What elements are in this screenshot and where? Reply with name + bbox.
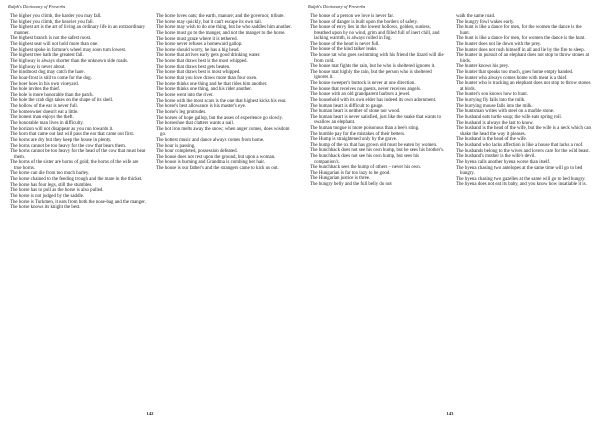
- proverb-entry: The highway is never about.: [10, 64, 66, 70]
- running-head: Ralph's Dictionary of Proverbs: [8, 4, 66, 9]
- proverb-entry: The highest tree hath the greatest fall.: [10, 53, 84, 59]
- proverb-entry: The highest branch is not the safest roost.: [10, 36, 92, 42]
- proverb-entry: The hunter who is tracking an elephant does not stop to throw stones at birds.: [456, 81, 591, 92]
- proverb-entry: The horse never refuses a homeward gallop.: [156, 42, 243, 48]
- proverb-entry: The house of danger is built upon the borders of safety.: [310, 19, 418, 25]
- proverb-entry: The horse has four legs, still the stumbles.: [10, 182, 93, 188]
- proverb-entry: The Hungarian justice is three.: [310, 176, 371, 182]
- right-page: [300, 0, 600, 424]
- proverb-entry: The humble pay for the mistakes of their betters.: [310, 131, 406, 137]
- proverb-entry: The hot iron melts away the snow; when anger comes, does wisdom go.: [156, 126, 290, 138]
- right-column-2: [456, 14, 592, 188]
- proverb-entry: The highest seat will not hold more than one.: [10, 42, 99, 48]
- proverb-entry: The horse that you love draws more than four oxen.: [156, 76, 258, 82]
- right-column-1: [310, 14, 446, 188]
- proverb-entry: The horse that draws best gets beaten.: [156, 64, 231, 70]
- proverb-entry: The husband who lacks affection is like a house that lacks a roof.: [456, 142, 584, 148]
- proverb-entry: The highest art is the art of living an ordinary life in an extraordinary manner.: [10, 25, 146, 36]
- proverb-entry: The horns cannot be too heavy for the cow that bears them.: [10, 143, 126, 149]
- proverb-entry: The hyena does not eat its baby, and you know how insatiable it is.: [456, 182, 587, 188]
- proverb-entry: The house of the kind talker leaks.: [310, 47, 378, 53]
- proverb-entry: The human heart is neither of stone nor wood.: [310, 109, 401, 115]
- proverb-entry: The hunt is like a dance for men, for women the dance is the hunt.: [456, 36, 586, 42]
- proverb-entry: The husbands belong to the wives and lovers care for the wild beast.: [456, 148, 590, 154]
- proverb-entry: The horse should worry, he has a big head.: [156, 47, 240, 53]
- proverb-entry: The house that receives no guests, never receives angels.: [310, 86, 422, 92]
- proverb-entry: The higher you climb, the heavier you fall.: [10, 19, 94, 25]
- proverb-entry: The hunter who always comes home with meat is a thief.: [456, 75, 568, 81]
- proverb-entry: The horns of the sister are horns of gold; the horns of the wife are true horns.: [10, 160, 139, 171]
- proverb-entry: The hunter that speaks too much, goes home empty handed.: [456, 70, 574, 76]
- proverb-entry: The horse must go to the manger, and not the manger to the horse.: [156, 30, 286, 36]
- proverb-entry: The Hump is straightened only by the grave.: [310, 137, 398, 143]
- running-head: Ralph's Dictionary of Proverbs: [308, 4, 366, 9]
- proverb-entry: The huntsman writes with steel on a marble stone.: [456, 109, 555, 115]
- proverb-entry: The human heart is difficult to gauge.: [310, 103, 384, 109]
- proverb-entry: The hunchback does not see his own hump, but he sees his brother's.: [310, 148, 445, 154]
- proverb-entry: The hole is more honorable than the patch.: [10, 92, 94, 98]
- proverb-entry: walk the same road.: [456, 14, 496, 19]
- proverb-entry: The horse thinks one thing, and his rider another.: [156, 87, 252, 93]
- proverb-entry: The horse that draws best is most whipped.: [156, 70, 241, 76]
- proverb-entry: The horse went into the river.: [156, 92, 214, 98]
- proverb-entry: The horse's best allowance is his master's eye.: [156, 104, 247, 110]
- proverb-entry: The house of a person we love is never far.: [310, 14, 394, 19]
- proverb-entry: The house does not rest upon the ground, but upon a woman.: [156, 154, 276, 160]
- proverb-entry: The house sweeper's buttock is never at one direction.: [310, 80, 416, 86]
- proverb-entry: The husband is the head of the wife, but the wife is a neck which can shake the head the way it pleases.: [456, 126, 591, 137]
- page-number: 142: [146, 411, 154, 416]
- right-page-columns: [310, 14, 592, 188]
- proverb-entry: The horns are dry but they keep the house in plenty.: [10, 137, 112, 143]
- proverb-entry: The higher you climb, the harder you may fall.: [10, 14, 102, 19]
- proverb-entry: The honest man enjoys the theft.: [10, 115, 74, 121]
- proverb-entry: The husband is always the last to know.: [456, 120, 534, 126]
- proverb-entry: The hour is passing.: [156, 143, 196, 149]
- proverb-entry: The hunter does not rush himself in all and lie by the fire to sleep.: [456, 47, 585, 53]
- proverb-entry: The human heart is never satisfied, just like the snake that wants to swallow an elephant.: [310, 114, 442, 126]
- proverb-entry: The highest spoke in fortune's wheel may soon turn lowest.: [10, 47, 127, 53]
- proverb-entry: The horse has to pull as the horse is also pulled.: [10, 188, 104, 194]
- proverb-entry: The horse chained to the feeding trough and the mare in the thicket.: [10, 177, 143, 183]
- proverb-entry: The house of the heart is never full.: [310, 41, 380, 47]
- proverb-entry: The hindmost dog may catch the hare.: [10, 70, 85, 76]
- proverb-entry: The horse's leg protrudes.: [156, 109, 207, 115]
- proverb-entry: The horse that draws best is the most whipped.: [156, 59, 248, 65]
- proverb-entry: The hunchback sees the hump of others – never his own.: [310, 165, 421, 171]
- proverb-entry: The house mat fights the rain, but he who is sheltered ignores it.: [310, 64, 436, 70]
- proverb-entry: The house of envy lies in the lowest hollows, golden, sunless, breathed upon by no wind, grim and filled full of inert chill, and lacking warmth, is always rolled in fog.: [310, 25, 440, 42]
- proverb-entry: The hour completed, possession defeated.: [156, 149, 238, 155]
- proverb-entry: The hunter's son knows how to hunt.: [456, 92, 528, 98]
- proverb-entry: The husband's mother is the wife's devil.: [456, 154, 536, 160]
- proverb-entry: The horse knows its knight the best.: [10, 205, 81, 211]
- proverb-entry: The hurrying fly falls into the milk.: [456, 98, 526, 104]
- proverb-entry: The horses of hope gallop, but the asses of experience go slowly.: [156, 115, 283, 121]
- proverb-entry: The hunter does not lie down with the prey.: [456, 42, 542, 48]
- proverb-entry: The husband eats turtle soup; the wife eats spring roll.: [456, 114, 562, 120]
- proverb-entry: The hunchback does not see his own hump, but sees his companion's.: [310, 154, 420, 165]
- proverb-entry: The hole the crab digs takes on the shape of its shell.: [10, 98, 114, 104]
- proverb-entry: The horse must graze where it is tethered.: [156, 36, 238, 42]
- proverb-entry: The hungry fowl wakes early.: [456, 19, 515, 25]
- proverb-entry: The horse may quickly, but it can't escape its own tail.: [156, 19, 262, 25]
- page-number: 143: [446, 411, 454, 416]
- proverb-entry: The hump of the ox that has grown old must be eaten by women.: [310, 142, 438, 148]
- proverb-entry: The Hungarian is far too lazy to be good.: [310, 170, 391, 176]
- proverb-entry: The horse can die from too much barley.: [10, 171, 90, 177]
- proverb-entry: The horse is not judged by the saddle.: [10, 193, 85, 199]
- proverb-entry: The household with its own elder has indeed its own adornment.: [310, 97, 437, 103]
- proverb-entry: The horse loves oats; the earth, manure; and the governor, tribute.: [156, 14, 285, 19]
- left-column-2: [156, 14, 292, 211]
- proverb-entry: The hoar-frost is still to come for the dog.: [10, 75, 92, 81]
- proverb-entry: The hunter in pursuit of an elephant does not stop to throw stones at birds.: [456, 53, 589, 64]
- proverb-entry: The horse with the most scars is the one that highest kicks his rear.: [156, 98, 287, 104]
- proverb-entry: The horse may wish to do one thing, but he who saddles him another.: [156, 25, 292, 31]
- proverb-entry: The hungry belly and the full belly do not: [310, 182, 392, 188]
- proverb-entry: The hollow of the ear is never full.: [10, 104, 78, 110]
- proverb-entry: The house with an old grandparent harbors a jewel.: [310, 92, 411, 98]
- proverb-entry: The house is burning and Grandma is combing her hair.: [156, 160, 265, 166]
- proverb-entry: The hunter knows his prey.: [456, 64, 510, 70]
- proverb-entry: The horse is Turkmen, it eats from both the nose-bag and the manger.: [10, 199, 146, 205]
- proverb-entry: The horns cannot be too heavy for the head of the cow that must bear them.: [10, 149, 146, 160]
- proverb-entry: The horseshoe that clatters wants a nail.: [156, 121, 235, 127]
- proverb-entry: The human tongue is more poisonous than a bee's sting.: [310, 125, 420, 131]
- proverb-entry: The hoer hoes in his own vineyard.: [10, 81, 79, 87]
- proverb-entry: The hyena chasing two antelopes at the same time will go to bed hungry.: [456, 165, 583, 176]
- proverb-entry: The highway is always shorter than the unknown side roads.: [10, 58, 129, 64]
- proverb-entry: The hunt is like a dance for men, for the women the dance is the hunt.: [456, 25, 582, 36]
- proverb-entry: The hottest music and dance always comes from home.: [156, 137, 265, 143]
- proverb-entry: The hyena calls another hyena worse than itself.: [456, 159, 551, 165]
- proverb-entry: The honorable man lives in difficulty.: [10, 120, 84, 126]
- proverb-entry: The horse that arrives early gets good drinking water.: [156, 53, 261, 59]
- proverb-entry: The homeowner doesn't eat a little.: [10, 109, 79, 115]
- proverb-entry: The hyena chasing two gazelles at the same will go to bed hungry.: [456, 176, 586, 182]
- proverb-entry: The hurrying mouse falls into the milk.: [456, 103, 533, 109]
- proverb-entry: The horse thinks one thing and he that rides him another.: [156, 81, 268, 87]
- proverb-entry: The house rat who goes swimming with his friend the lizard will die from cold.: [310, 53, 444, 64]
- left-column-1: [10, 14, 146, 211]
- proverb-entry: The house mat highly the rain, but the person who is sheltered ignores it.: [310, 69, 432, 81]
- proverb-entry: The horn that came out last will pass the ear that came out first.: [10, 132, 135, 138]
- proverb-entry: The horizon will not disappear as you run towards it.: [10, 126, 114, 132]
- proverb-entry: The husband is the head of the wife.: [456, 137, 527, 143]
- left-page-columns: [10, 14, 292, 211]
- proverb-entry: The house is our father's and the strangers came to kick us out.: [156, 166, 279, 172]
- proverb-entry: The hole invites the thief.: [10, 87, 61, 93]
